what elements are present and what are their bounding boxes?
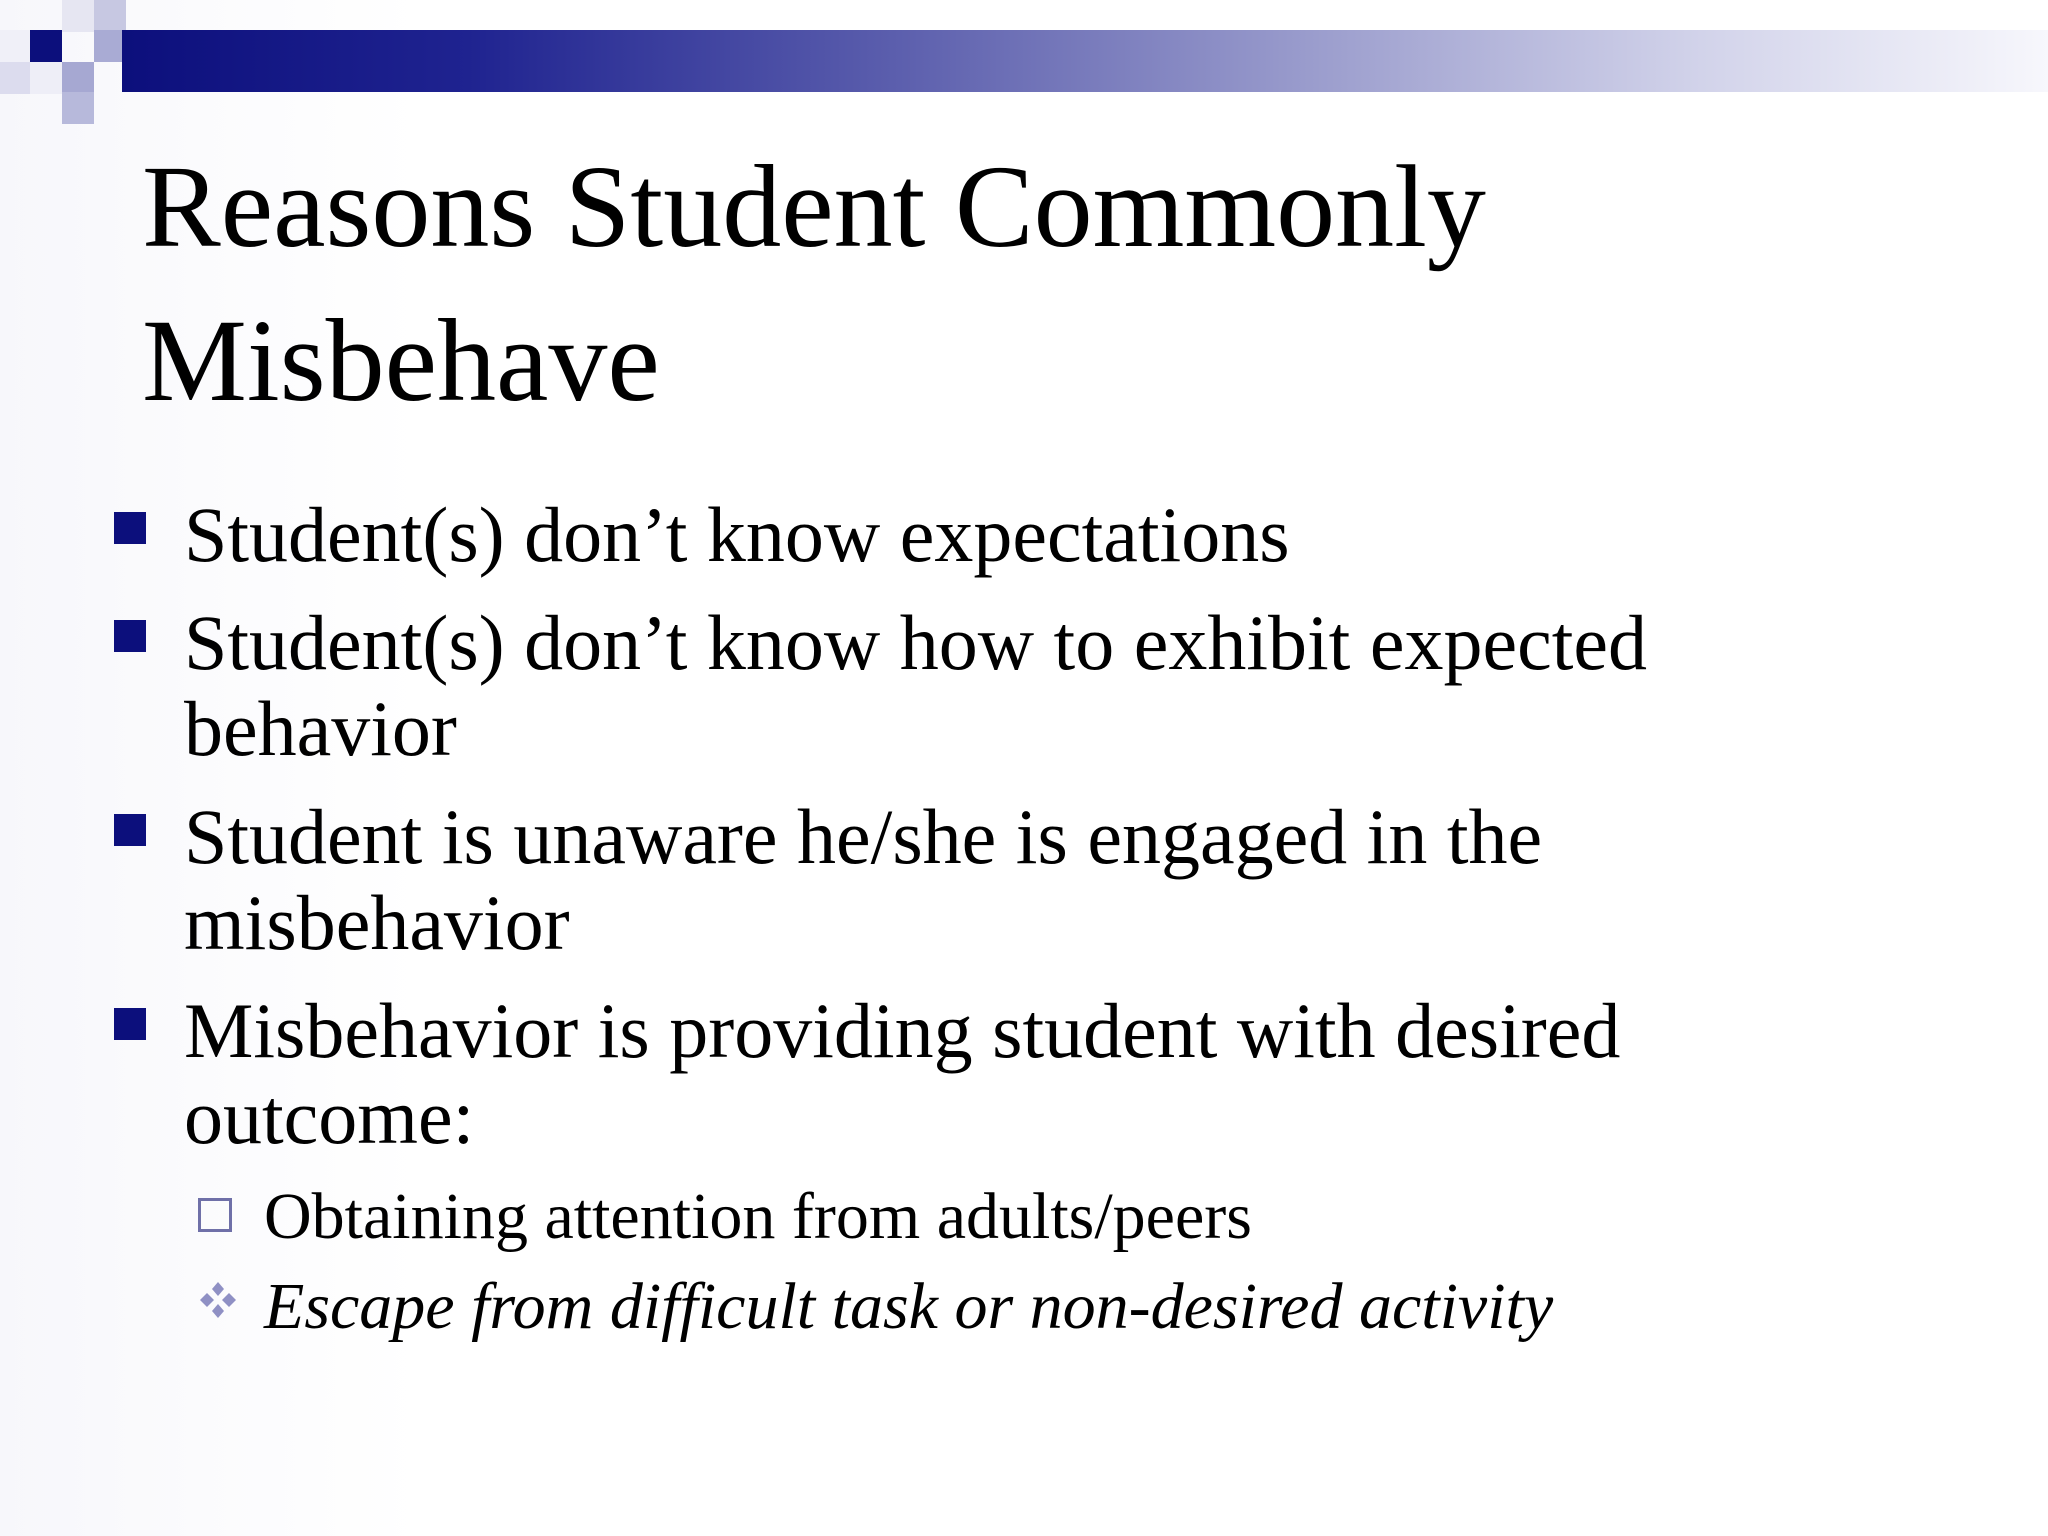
bullet-item bbox=[108, 600, 1908, 772]
bullet-text: Student is unaware he/she is engaged in the misbehavior bbox=[184, 793, 1543, 966]
slide-title: Reasons Student Commonly Misbehave bbox=[142, 141, 1486, 426]
sub-bullet-item bbox=[198, 1262, 1908, 1352]
decor-square bbox=[0, 30, 32, 62]
decor-square bbox=[30, 62, 62, 94]
bullet-item bbox=[108, 988, 1908, 1352]
decor-square bbox=[0, 62, 32, 94]
decor-square bbox=[30, 30, 62, 62]
sub-bullet-item bbox=[198, 1172, 1908, 1262]
sub-bullet-list bbox=[184, 1172, 1908, 1352]
bullet-item bbox=[108, 794, 1908, 966]
decor-square bbox=[62, 92, 94, 124]
bullet-text: Student(s) don’t know expectations bbox=[184, 491, 1290, 578]
header-gradient-bar bbox=[122, 30, 2048, 92]
decor-square bbox=[62, 0, 94, 32]
bullet-list bbox=[108, 492, 1908, 1374]
four-diamond-icon bbox=[198, 1280, 238, 1320]
decor-square bbox=[94, 0, 126, 32]
bullet-item bbox=[108, 492, 1908, 578]
filled-square-icon bbox=[114, 814, 146, 846]
bullet-text: Misbehavior is providing student with desired outcome: bbox=[184, 987, 1621, 1160]
hollow-square-icon bbox=[198, 1198, 232, 1232]
filled-square-icon bbox=[114, 1008, 146, 1040]
filled-square-icon bbox=[114, 620, 146, 652]
bullet-text: Student(s) don’t know how to exhibit expected behavior bbox=[184, 599, 1647, 772]
sub-bullet-text: Escape from difficult task or non-desired activity bbox=[264, 1270, 1554, 1343]
sub-bullet-text: Obtaining attention from adults/peers bbox=[264, 1180, 1252, 1253]
decor-square bbox=[62, 62, 94, 94]
filled-square-icon bbox=[114, 512, 146, 544]
